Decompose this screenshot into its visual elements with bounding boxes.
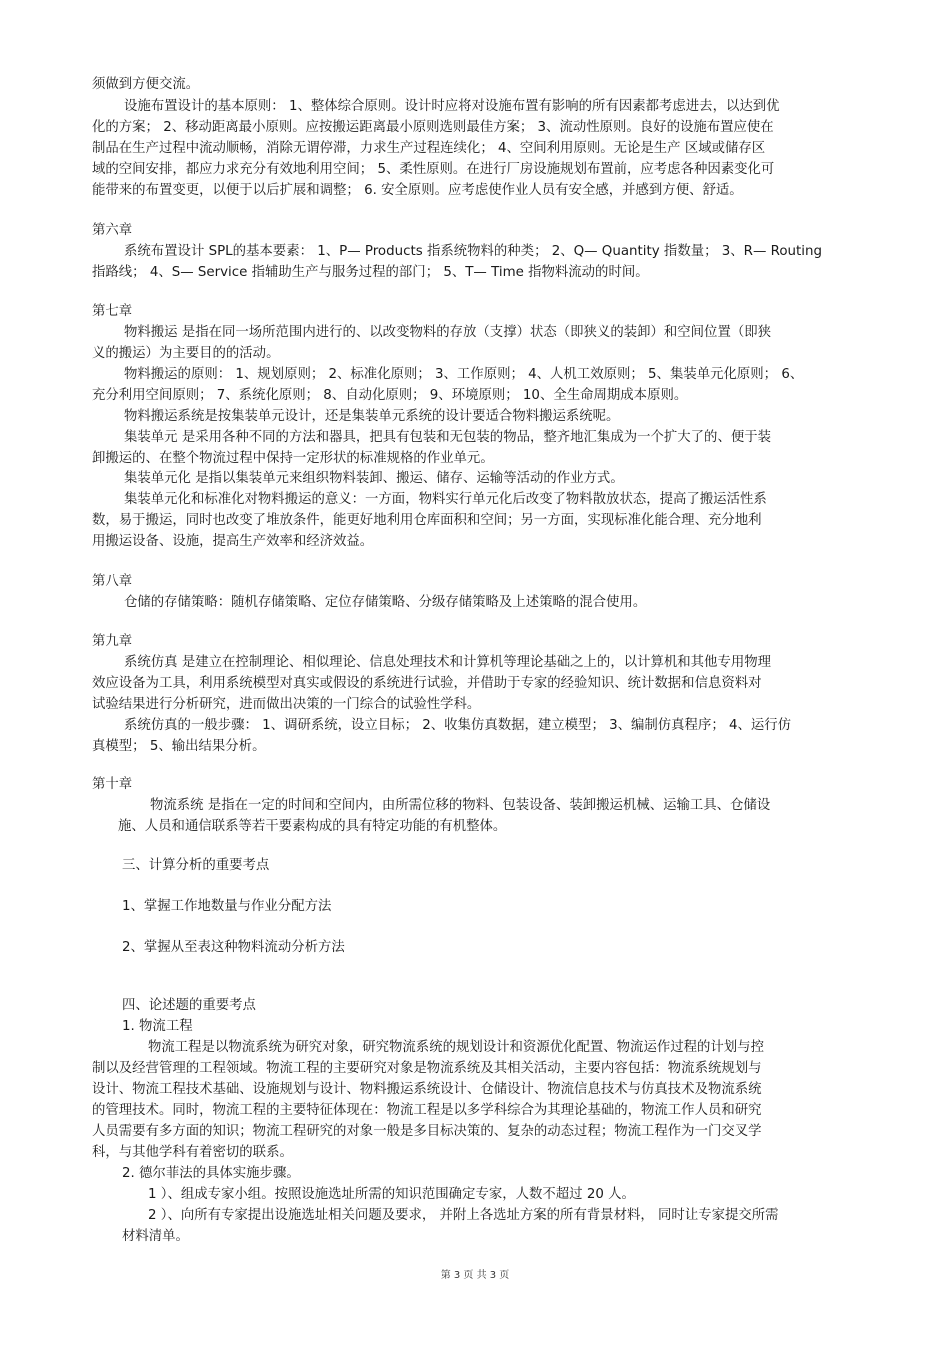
chapter-heading: 第七章 bbox=[92, 304, 133, 319]
text-line: 域的空间安排，都应力求充分有效地利用空间； 5、柔性原则。在进行厂房设施规划布置前，应考虑各种因素变化可 bbox=[92, 162, 775, 177]
text-line: 物流系统 是指在一定的时间和空间内，由所需位移的物料、包装设备、装卸搬运机械、运输工具、仓储设 bbox=[150, 798, 771, 813]
text-line: 科，与其他学科有着密切的联系。 bbox=[92, 1145, 293, 1160]
text-line: 义的搬运）为主要目的的活动。 bbox=[92, 346, 280, 361]
text-line: 用搬运设备、设施，提高生产效率和经济效益。 bbox=[92, 534, 374, 549]
chapter-heading: 第十章 bbox=[92, 777, 133, 792]
text-line: 数，易于搬运，同时也改变了堆放条件，能更好地利用仓库面积和空间；另一方面，实现标准化能合理、充分地利 bbox=[92, 513, 762, 528]
text-line: 制品在生产过程中流动顺畅，消除无谓停滞，力求生产过程连续化； 4、空间利用原则。无论是生产 区域或储存区 bbox=[92, 141, 766, 156]
text-line: 真模型； 5、输出结果分析。 bbox=[92, 739, 266, 754]
text-line: 化的方案； 2、移动距离最小原则。应按搬运距离最小原则选则最佳方案； 3、流动性原则。良好的设施布置应使在 bbox=[92, 120, 774, 135]
list-item: 2 ）、向所有专家提出设施选址相关问题及要求， 并附上各选址方案的所有背景材料， 同时让专家提交所需 bbox=[148, 1208, 779, 1223]
text-line: 效应设备为工具，利用系统模型对真实或假设的系统进行试验，并借助于专家的经验知识、统计数据和信息资料对 bbox=[92, 676, 762, 691]
text-line: 施、人员和通信联系等若干要素构成的具有特定功能的有机整体。 bbox=[118, 819, 507, 834]
text-line: 系统仿真 是建立在控制理论、相似理论、信息处理技术和计算机等理论基础之上的，以计算机和其他专用物理 bbox=[124, 655, 772, 670]
page-footer: 第 3 页 共 3 页 bbox=[440, 1270, 510, 1281]
chapter-heading: 第八章 bbox=[92, 574, 133, 589]
list-item: 2、掌握从至表这种物料流动分析方法 bbox=[122, 940, 345, 955]
text-line: 人员需要有多方面的知识；物流工程研究的对象一般是多目标决策的、复杂的动态过程；物流工程作为一门交叉学 bbox=[92, 1124, 762, 1139]
list-item: 1、掌握工作地数量与作业分配方法 bbox=[122, 899, 332, 914]
section-heading: 四、论述题的重要考点 bbox=[122, 998, 256, 1013]
text-line: 物料搬运 是指在同一场所范围内进行的、以改变物料的存放（支撑）状态（即狭义的装卸）和空间位置（即狭 bbox=[124, 325, 772, 340]
text-line: 能带来的布置变更，以便于以后扩展和调整； 6. 安全原则。应考虑使作业人员有安全感，并感到方便、舒适。 bbox=[92, 183, 743, 198]
list-item: 1 ）、组成专家小组。按照设施选址所需的知识范围确定专家，人数不超过 20 人。 bbox=[148, 1187, 635, 1202]
subsection-heading: 1. 物流工程 bbox=[122, 1019, 193, 1034]
text-line: 须做到方便交流。 bbox=[92, 77, 200, 92]
text-line: 物料搬运系统是按集装单元设计，还是集装单元系统的设计要适合物料搬运系统呢。 bbox=[124, 409, 620, 424]
text-line: 设计、物流工程技术基础、设施规划与设计、物料搬运系统设计、仓储设计、物流信息技术与仿真技术及物流系统 bbox=[92, 1082, 762, 1097]
text-line: 充分利用空间原则； 7、系统化原则； 8、自动化原则； 9、环境原则； 10、全生命周期成本原则。 bbox=[92, 388, 688, 403]
chapter-heading: 第九章 bbox=[92, 634, 133, 649]
text-line: 制以及经营管理的工程领域。物流工程的主要研究对象是物流系统及其相关活动，主要内容包括：物流系统规划与 bbox=[92, 1061, 762, 1076]
text-line: 集装单元 是采用各种不同的方法和器具，把具有包装和无包装的物品，整齐地汇集成为一个扩大了的、便于装 bbox=[124, 430, 772, 445]
chapter-heading: 第六章 bbox=[92, 223, 133, 238]
text-line: 设施布置设计的基本原则： 1、整体综合原则。设计时应将对设施布置有影响的所有因素都考虑进去，以达到优 bbox=[124, 99, 780, 114]
text-line: 材料清单。 bbox=[122, 1229, 189, 1244]
text-line: 指路线； 4、S— Service 指辅助生产与服务过程的部门； 5、T— Time 指物料流动的时间。 bbox=[92, 265, 649, 280]
text-line: 的管理技术。同时，物流工程的主要特征体现在：物流工程是以多学科综合为其理论基础的，物流工作人员和研究 bbox=[92, 1103, 762, 1118]
text-line: 仓储的存储策略：随机存储策略、定位存储策略、分级存储策略及上述策略的混合使用。 bbox=[124, 595, 647, 610]
text-line: 物流工程是以物流系统为研究对象，研究物流系统的规划设计和资源优化配置、物流运作过程的计划与控 bbox=[148, 1040, 764, 1055]
text-line: 系统仿真的一般步骤： 1、调研系统，设立目标； 2、收集仿真数据，建立模型； 3、编制仿真程序； 4、运行仿 bbox=[124, 718, 792, 733]
text-line: 物料搬运的原则： 1、规划原则； 2、标准化原则； 3、工作原则； 4、人机工效原则； 5、集装单元化原则； 6、 bbox=[124, 367, 804, 382]
text-line: 系统布置设计 SPL的基本要素： 1、P— Products 指系统物料的种类； 2、Q— Quantity 指数量； 3、R— Routing bbox=[124, 244, 822, 259]
text-line: 集装单元化 是指以集装单元来组织物料装卸、搬运、储存、运输等活动的作业方式。 bbox=[124, 471, 624, 486]
subsection-heading: 2. 德尔菲法的具体实施步骤。 bbox=[122, 1166, 300, 1181]
text-line: 卸搬运的、在整个物流过程中保持一定形状的标准规格的作业单元。 bbox=[92, 451, 494, 466]
text-line: 试验结果进行分析研究，进而做出决策的一门综合的试验性学科。 bbox=[92, 697, 481, 712]
text-line: 集装单元化和标准化对物料搬运的意义：一方面，物料实行单元化后改变了物料散放状态，提高了搬运活性系 bbox=[124, 492, 767, 507]
section-heading: 三、计算分析的重要考点 bbox=[122, 858, 270, 873]
